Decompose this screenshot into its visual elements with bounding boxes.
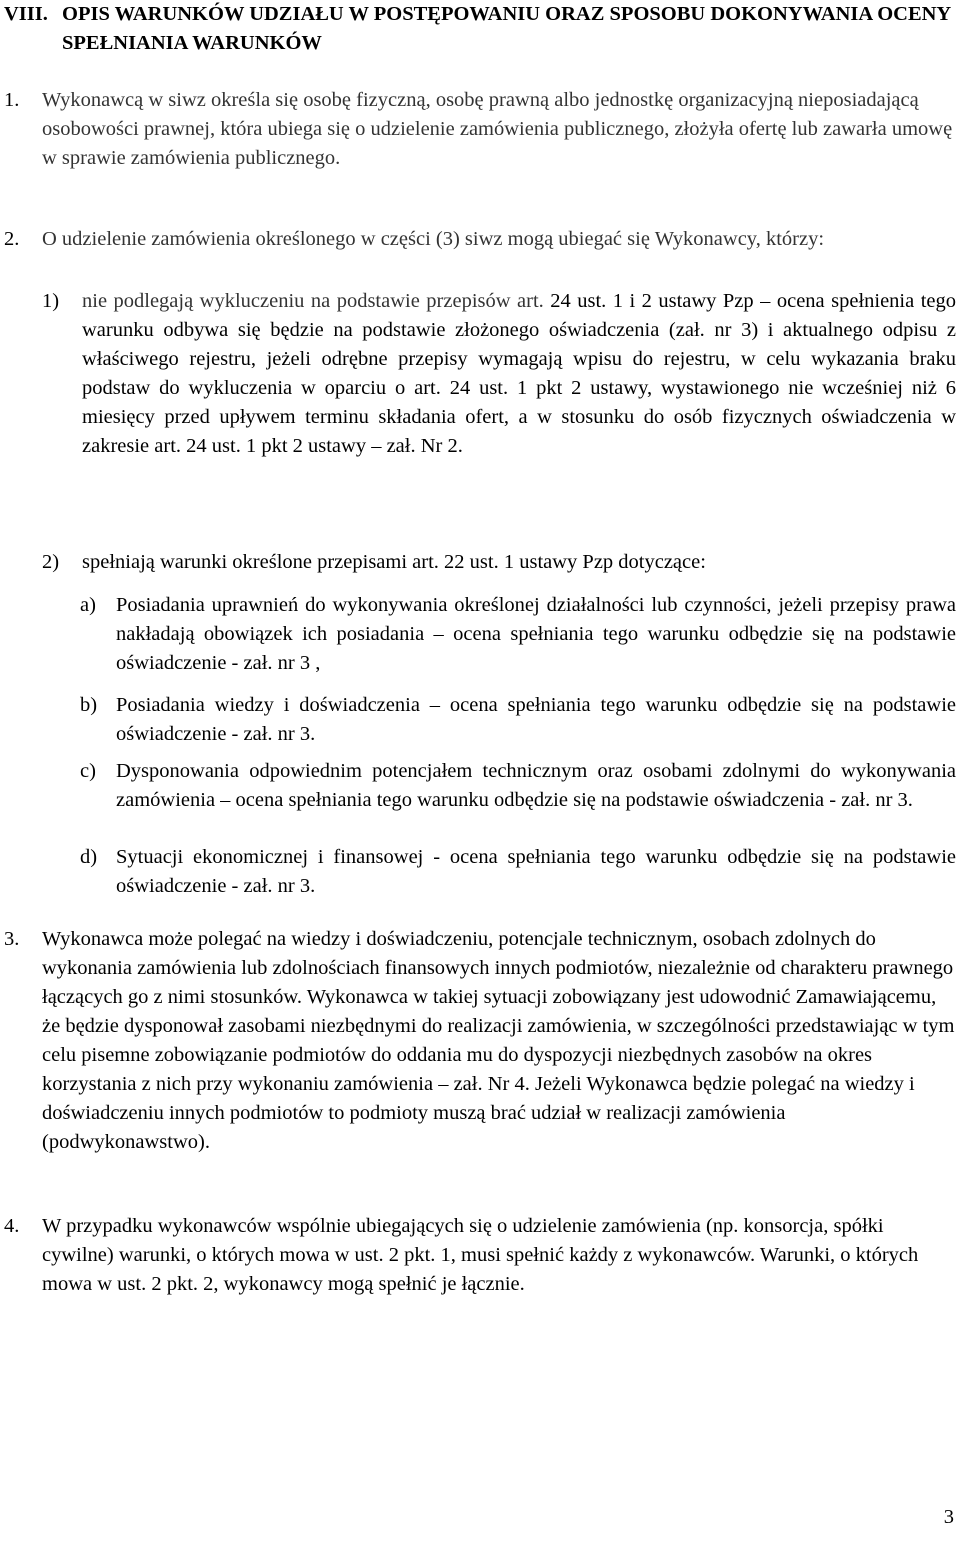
list-item-letter: d) (80, 846, 98, 868)
subpoint-body-text: 24 ust. 1 i 2 ustawy Pzp – ocena spełnienia tego warunku odbywa się będzie na podstawie złożonego oświadczenia (zał. nr 3) i aktualnego odpisu z właściwego rejestru, jeżeli odrębne przepisy wymagają wpisu do rejestru, w celu wykazania braku podstaw do wykluczenia w oparciu o art. 24 ust. 1 pkt 2 ustawy, wystawionego nie wcześniej niż 6 miesięcy przed upływem terminu składania ofert, a w stosunku do osób fizycznych oświadczenia w zakresie art. 24 ust. 1 pkt 2 ustawy – zał. Nr 2. (82, 290, 956, 457)
paragraph-number: 1. (4, 89, 20, 111)
list-item-a (80, 591, 956, 678)
subpoint-number: 1) (42, 290, 60, 312)
list-item-text: Sytuacji ekonomicznej i finansowej - ocena spełniania tego warunku odbędzie się na podstawie oświadczenie - zał. nr 3. (116, 846, 956, 897)
section-number: VIII. (4, 3, 48, 25)
paragraph-text: O udzielenie zamówienia określonego w części (3) siwz mogą ubiegać się Wykonawcy, którzy: (42, 228, 825, 250)
list-item-text: Posiadania uprawnień do wykonywania określonej działalności lub czynności, jeżeli przepisy prawa nakładają obowiązek ich posiadania – ocena spełniania tego warunku odbędzie się na podstawie oświadczenie - zał. nr 3 , (116, 594, 956, 674)
list-item-letter: c) (80, 760, 96, 782)
paragraph-number: 3. (4, 928, 20, 950)
subpoint-text (82, 287, 956, 461)
paragraph-number: 4. (4, 1215, 20, 1237)
section-title: OPIS WARUNKÓW UDZIAŁU W POSTĘPOWANIU ORAZ SPOSOBU DOKONYWANIA OCENY SPEŁNIANIA WARUNKÓW (62, 3, 951, 54)
subpoint-2 (42, 548, 956, 577)
paragraph-3 (4, 925, 958, 1157)
list-item-text: Posiadania wiedzy i doświadczenia – ocena spełniania tego warunku odbędzie się na podstawie oświadczenie - zał. nr 3. (116, 694, 956, 745)
list-item-letter: a) (80, 594, 96, 616)
paragraph-text: Wykonawca może polegać na wiedzy i doświadczeniu, potencjale technicznym, osobach zdolnych do wykonania zamówienia lub zdolnościach finansowych innych podmiotów, niezależnie od charakteru prawnego łączących go z nimi stosunków. Wykonawca w takiej sytuacji zobowiązany jest udowodnić Zamawiającemu, że będzie dysponował zasobami niezbędnymi do realizacji zamówienia, w szczególności przedstawiając w tym celu pisemne zobowiązanie podmiotów do oddania mu do dyspozycji niezbędnych zasobów na okres korzystania z nich przy wykonaniu zamówienia – zał. Nr 4. Jeżeli Wykonawca będzie polegać na wiedzy i doświadczeniu innych podmiotów to podmioty muszą brać udział w realizacji zamówienia (podwykonawstwo). (42, 928, 955, 1153)
subpoint-lead-text: nie podlegają wykluczeniu na podstawie przepisów art. (82, 290, 544, 312)
subpoint-number: 2) (42, 551, 60, 573)
paragraph-text: W przypadku wykonawców wspólnie ubiegających się o udzielenie zamówienia (np. konsorcja, spółki cywilne) warunki, o których mowa w ust. 2 pkt. 1, musi spełnić każdy z wykonawców. Warunki, o których mowa w ust. 2 pkt. 2, wykonawcy mogą spełnić je łącznie. (42, 1215, 919, 1295)
list-item-text: Dysponowania odpowiednim potencjałem technicznym oraz osobami zdolnymi do wykonywania zamówienia – ocena spełniania tego warunku odbędzie się na podstawie oświadczenia - zał. nr 3. (116, 760, 956, 811)
paragraph-text: Wykonawcą w siwz określa się osobę fizyczną, osobę prawną albo jednostkę organizacyjną nieposiadającą osobowości prawnej, która ubiega się o udzielenie zamówienia publicznego, złożyła ofertę lub zawarła umowę w sprawie zamówienia publicznego. (42, 89, 953, 169)
paragraph-2 (4, 225, 958, 254)
paragraph-number: 2. (4, 228, 20, 250)
list-item-letter: b) (80, 694, 98, 716)
paragraph-1 (4, 86, 958, 173)
list-item-b (80, 691, 956, 749)
page-number: 3 (943, 1506, 954, 1528)
list-item-d (80, 843, 956, 901)
paragraph-4 (4, 1212, 958, 1299)
list-item-c (80, 757, 956, 815)
subpoint-text: spełniają warunki określone przepisami art. 22 ust. 1 ustawy Pzp dotyczące: (82, 551, 706, 573)
section-heading (4, 0, 954, 58)
subpoint-1 (42, 287, 956, 461)
